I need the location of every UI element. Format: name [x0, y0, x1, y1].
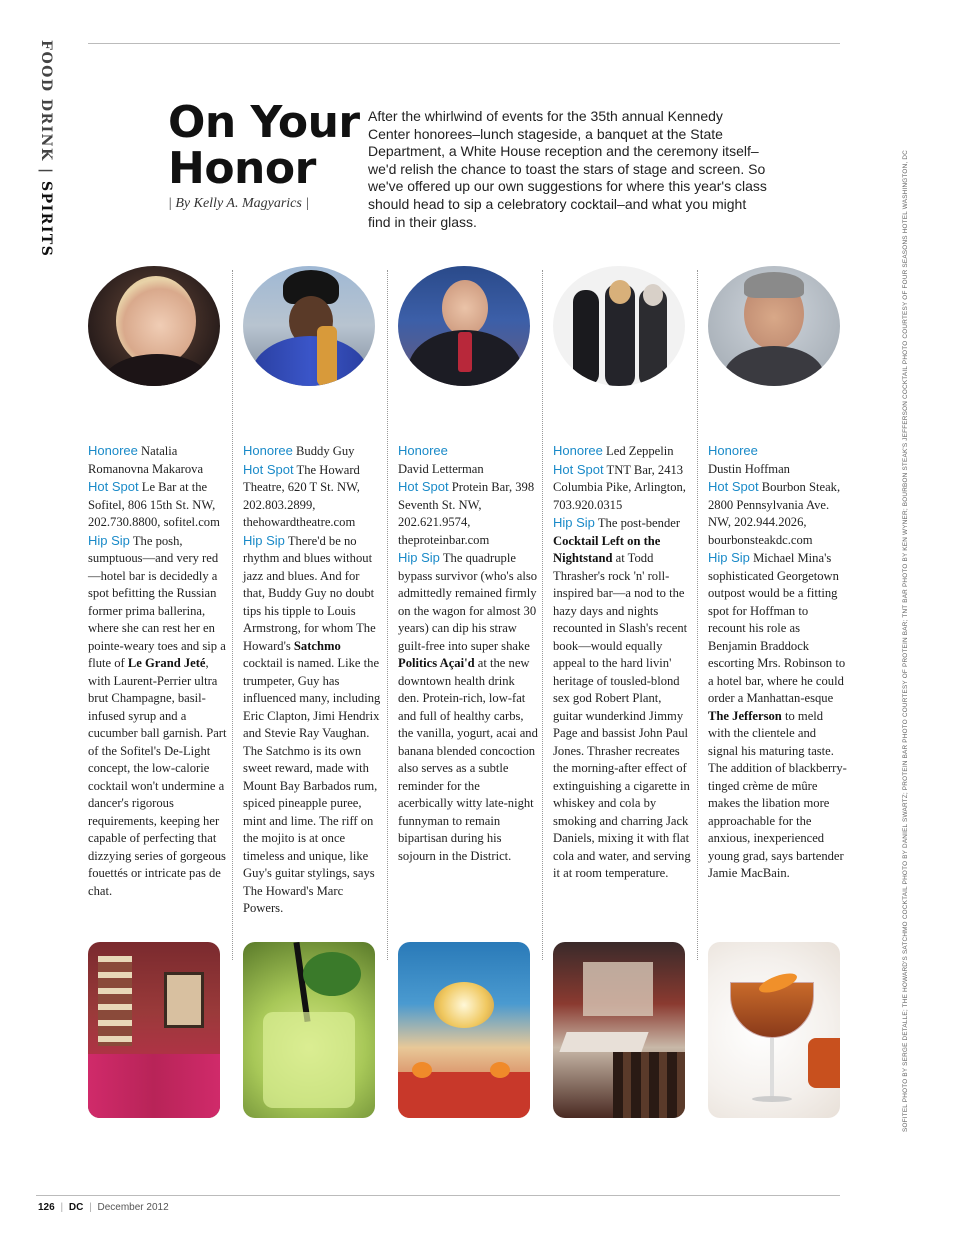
column-text — [398, 442, 538, 865]
footer-separator: | — [60, 1202, 64, 1213]
hip-sip-text-b: to meld with the clientele and signal his maturing taste. The addition of blackberry-tinged crème de mûre makes the libation more approachable for the anxious, inexperienced young grad, says bartender Jamie MacBain. — [708, 708, 847, 880]
column-buddy-guy — [243, 266, 383, 915]
hot-spot-text: Le Bar at the Sofitel, 806 15th St. NW, 202.730.8800, sofitel.com — [88, 480, 220, 529]
honoree-name: David Letterman — [398, 461, 484, 476]
section-label — [38, 40, 66, 258]
drink-name: Satchmo — [293, 638, 341, 653]
label-honoree: Honoree — [398, 443, 448, 458]
column-divider — [697, 270, 698, 960]
label-hot-spot: Hot Spot — [708, 479, 759, 494]
label-hot-spot: Hot Spot — [553, 461, 604, 477]
photo-tnt-bar — [553, 942, 685, 1118]
intro-paragraph: After the whirlwind of events for the 35th annual Kennedy Center honorees–lunch stageside, a banquet at the State Department, a White House reception and the ceremony itself–we'd relish the chance to toast the stars of stage and screen. So we've offered up our own suggestions for where this year's class should head to sip a celebratory cocktail–and what you might find in their glass. — [368, 108, 767, 230]
column-divider — [387, 270, 388, 960]
label-hip-sip: Hip Sip — [708, 550, 750, 565]
title-line-1: On Your — [168, 97, 360, 148]
hot-spot-text: Protein Bar, 398 Seventh St. NW, 202.621.9574, theproteinbar.com — [398, 480, 535, 547]
section-spirits: SPIRITS — [38, 181, 54, 258]
byline: | By Kelly A. Magyarics | — [168, 196, 310, 211]
label-hot-spot: Hot Spot — [398, 479, 449, 494]
column-led-zeppelin — [553, 266, 693, 880]
honoree-name: Led Zeppelin — [606, 444, 674, 458]
drink-name: Cocktail Left on the Nightstand — [553, 533, 661, 565]
photo-jefferson-cocktail — [708, 942, 840, 1118]
label-honoree: Honoree — [708, 443, 758, 458]
hip-sip-text-a: The quadruple bypass survivor (who's also admittedly remained firmly on the wagon for almost 30 years) can dip his straw guilt-free into super shake — [398, 551, 538, 653]
honoree-name: Natalia Romanovna Makarova — [88, 444, 204, 476]
hip-sip-text-a: The post-bender — [597, 516, 681, 530]
hip-sip-text-b: cocktail is named. Like the trumpeter, Guy has influenced many, including Eric Clapton, Jimi Hendrix and Stevie Ray Vaughan. The Satchmo is its own sweet reward, made with Mount Bay Barbados rum, spiced pineapple puree, mint and lime. The riff on the mojito is at once timeless and unique, like Guy's guitar stylings, says The Howard's Marc Powers. — [243, 656, 381, 915]
column-hoffman — [708, 266, 848, 880]
hot-spot-text: Bourbon Steak, 2800 Pennsylvania Ave. NW, 202.944.2026, bourbonsteakdc.com — [708, 480, 841, 547]
label-honoree: Honoree — [88, 443, 138, 458]
bottom-rule — [36, 1195, 840, 1196]
portrait-letterman — [398, 266, 530, 386]
label-honoree: Honoree — [553, 443, 603, 458]
column-letterman — [398, 266, 538, 863]
photo-credit — [902, 150, 922, 1210]
hip-sip-text-a: Michael Mina's sophisticated Georgetown outpost would be a fitting spot for Hoffman to recount his role as Benjamin Braddock escorting Mrs. Robinson to a hotel bar, where he could order a Manhattan-esque — [708, 551, 846, 705]
portrait-makarova — [88, 266, 220, 386]
portrait-hoffman — [708, 266, 840, 386]
drink-name: The Jefferson — [708, 708, 782, 723]
drink-name: Le Grand Jeté — [127, 656, 206, 670]
top-rule — [88, 43, 840, 44]
page-title — [168, 97, 360, 194]
issue-date: December 2012 — [97, 1202, 169, 1213]
column-makarova — [88, 266, 228, 898]
hip-sip-text-b: , with Laurent-Perrier ultra brut Champagne, basil-infused syrup and a cucumber ball garnish. Part of the Sofitel's De-Light concept, the low-calorie cocktail won't undermine a dancer's rigorous requirements, keeping her capable of perfecting that dizzying series of gorgeous fouettés or intricate pas de chat. — [88, 656, 227, 898]
title-line-2: Honor — [168, 143, 316, 194]
hip-sip-text-b: at Todd Thrasher's rock 'n' roll-inspired bar—a nod to the hazy days and nights recounted in Slash's recent book—would equally appeal to the hard livin' heritage of tousled-blond sex god Robert Plant, guitar wunderkind Jimmy Page and bassist John Paul Jones. Thrasher recreates the morning-after effect of extinguishing a cigarette in whiskey and cola by smoking and charring Jack Daniels, mixing it with flat cola and water, and serving it at room temperature. — [553, 551, 691, 880]
photo-satchmo-cocktail — [243, 942, 375, 1118]
column-divider — [542, 270, 543, 960]
honoree-name: Dustin Hoffman — [708, 461, 790, 476]
section-drink: DRINK — [38, 98, 54, 162]
hip-sip-text-a: There'd be no rhythm and blues without jazz and blues. And for that, Buddy Guy no doubt tips his tipple to Louis Armstrong, for whom The Howard's — [243, 533, 376, 653]
page-footer — [38, 1202, 169, 1213]
label-hot-spot: Hot Spot — [243, 461, 294, 477]
label-honoree: Honoree — [243, 443, 293, 458]
drink-name: Politics Açai'd — [398, 656, 475, 670]
hot-spot-text: TNT Bar, 2413 Columbia Pike, Arlington, 703.920.0315 — [553, 462, 686, 512]
column-text — [243, 442, 383, 918]
honoree-name: Buddy Guy — [296, 444, 355, 458]
hip-sip-text-a: The posh, sumptuous—and very red—hotel bar is decidedly a spot befitting the Russian former prima ballerina, where she can rest her en pointe-weary toes and sip a flute of — [88, 533, 226, 670]
column-text — [88, 442, 228, 900]
magazine-name: DC — [68, 1202, 84, 1213]
hot-spot-text: The Howard Theatre, 620 T St. NW, 202.803.2899, thehowardtheatre.com — [243, 462, 360, 529]
column-text — [708, 442, 848, 883]
portrait-led-zeppelin — [553, 266, 685, 386]
portrait-buddy-guy — [243, 266, 375, 386]
label-hot-spot: Hot Spot — [88, 479, 139, 494]
section-food: FOOD — [38, 40, 54, 93]
column-divider — [232, 270, 233, 960]
photo-sofitel-bar — [88, 942, 220, 1118]
photo-credit-text: SOFITEL PHOTO BY SERGE DETALLE; THE HOWARD'S SATCHMO COCKTAIL PHOTO BY DANIEL SWARTZ; PROTEIN BAR PHOTO COURTESY OF PROTEIN BAR; TNT BAR PHOTO BY KEN WYNER; BOURBON STEAK'S JEFFERSON COCKTAIL PHOTO COURTESY OF FOUR SEASONS HOTEL WASHINGTON, DC — [902, 150, 909, 1132]
footer-separator: | — [89, 1202, 92, 1213]
label-hip-sip: Hip Sip — [88, 532, 130, 548]
label-hip-sip: Hip Sip — [243, 532, 285, 548]
page-number: 126 — [38, 1202, 55, 1213]
column-text — [553, 442, 693, 883]
label-hip-sip: Hip Sip — [553, 515, 595, 530]
label-hip-sip: Hip Sip — [398, 550, 440, 565]
hip-sip-text-b: at the new downtown health drink den. Protein-rich, low-fat and full of healthy carbs, the vanilla, yogurt, acai and banana blended concoction also serves as a subtle reminder for the acerbically witty late-night funnyman to remain bipartisan during his sojourn in the District. — [398, 656, 538, 863]
section-separator: | — [38, 168, 54, 175]
photo-protein-bar — [398, 942, 530, 1118]
